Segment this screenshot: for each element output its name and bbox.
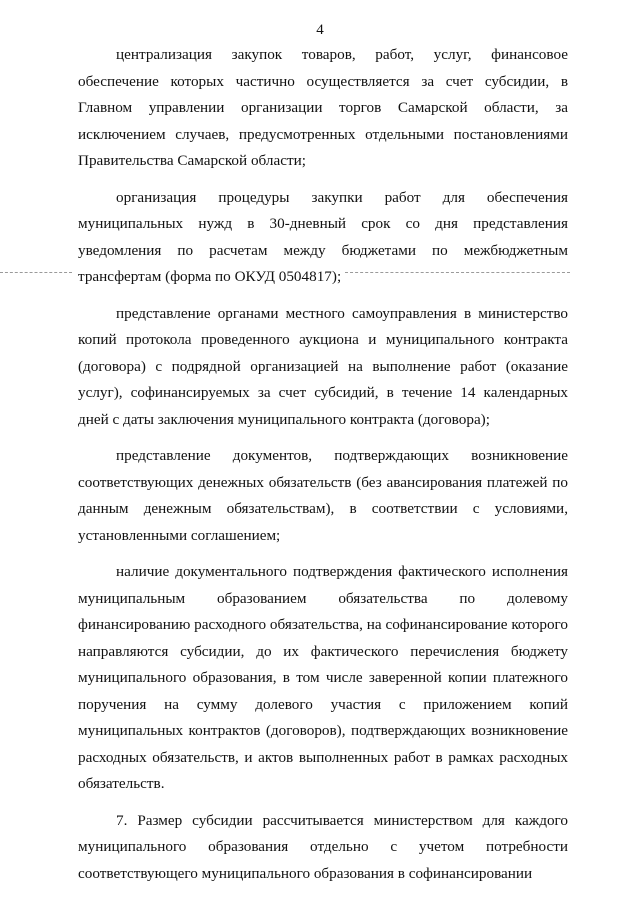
paragraph-procurement-procedure: организация процедуры закупки работ для обеспечения муниципальных нужд в 30-дневный срок со дня представления уведомления по расчетам между бюджетами по межбюджетным трансфертам (форма по ОКУД 0504817); xyxy=(78,188,568,285)
paragraph-documents-submission: представление документов, подтверждающих возникновение соответствующих денежных обязательств (без авансирования платежей по данным денежным обязательствам), в соответствии с условиями, установленными соглашением; xyxy=(78,447,568,544)
document-body xyxy=(78,42,568,897)
paragraph-centralization: централизация закупок товаров, работ, услуг, финансовое обеспечение которых частично осуществляется за счет субсидии, в Главном управлении организации торгов Самарской области, за исключением случаев, предусмотренных отдельными постановлениями Правительства Самарской области; xyxy=(78,46,568,169)
paragraph-subsidy-size: 7. Размер субсидии рассчитывается министерством для каждого муниципального образования отдельно с учетом потребности соответствующего муниципального образования в софинансировании xyxy=(78,811,568,882)
scan-artifact-line-left xyxy=(0,272,72,273)
paragraph-cofinancing-confirmation: наличие документального подтверждения фактического исполнения муниципальным образованием обязательства по долевому финансированию расходного обязательства, на софинансирование которого направляются субсидии, до их фактического перечисления бюджету муниципального образования, в том числе заверенной копии платежного поручения на сумму долевого участия с приложением копий муниципальных контрактов (договоров), подтверждающих возникновение расходных обязательств, и актов выполненных работ в рамках расходных обязательств. xyxy=(78,563,568,792)
page-number: 4 xyxy=(316,22,324,38)
paragraph-protocol-submission: представление органами местного самоуправления в министерство копий протокола проведенного аукциона и муниципального контракта (договора) с подрядной организацией на выполнение работ (оказание услуг), софинансируемых за счет субсидий, в течение 14 календарных дней с даты заключения муниципального контракта (договора); xyxy=(78,304,568,428)
